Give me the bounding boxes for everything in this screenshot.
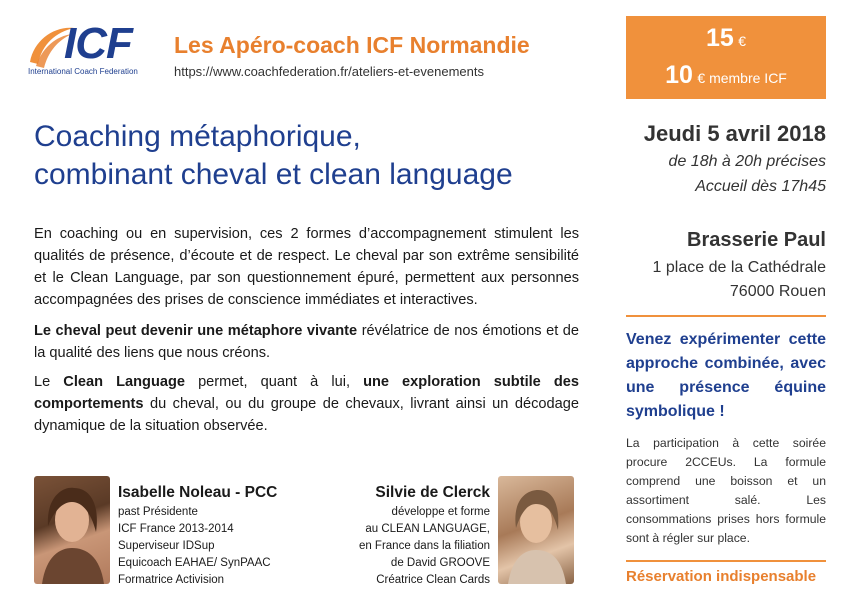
divider-bottom [626,560,826,562]
event-welcome: Accueil dès 17h45 [695,178,826,195]
venue-address-1: 1 place de la Cathédrale [652,259,826,276]
p3-bold-1: Clean Language [63,374,186,390]
member-price-amount: 10 [665,61,693,89]
speaker-2-name: Silvie de Clerck [375,484,490,501]
logo-text: ICF [64,19,132,68]
speaker-2-bio [300,504,490,589]
p3-a: Le [34,374,64,390]
standard-price-amount: 15 [705,24,734,52]
main-title-line1: Coaching métaphorique, [34,120,361,153]
speaker-1-portrait-icon [34,476,110,584]
speaker-1-name: Isabelle Noleau - PCC [118,484,278,501]
p3-bold-2: une exploration subtile des comportements [34,374,579,412]
standard-price-currency: € [738,33,747,49]
p2-rest: révélatrice de nos émotions et de la qualité des liens que nous créons. [34,323,580,361]
price-box [626,16,826,99]
body-paragraph-1: En coaching ou en supervision, ces 2 formes d’accompagnement stimulent les qualités de présence, d’écoute et de respect. Le cheval par son extrême sensibilité et le Clean Language, par son questionnement épuré, permettent aux personnes accompagnées des prises de conscience immédiates et interactives. [34,226,579,308]
logo-subtitle: International Coach Federation [28,67,138,76]
p3-c: permet, quant à lui, [185,374,364,390]
speaker-2-bio-line: de David GROOVE [390,557,490,569]
body-paragraph-3 [34,371,579,437]
event-date: Jeudi 5 avril 2018 [643,121,826,146]
member-price [626,61,826,90]
speaker-1-bio-line: Formatrice Activision [118,574,225,586]
p3-d: du cheval, ou du groupe de chevaux, livrant ainsi un décodage dynamique de la situation observée. [34,396,579,434]
participation-text: La participation à cette soirée procure 2CCEUs. La formule comprend une boisson et un assortiment salé. Les consommations prises hors formule sont à régler sur place. [626,436,826,545]
standard-price [626,24,826,53]
event-url-link[interactable]: https://www.coachfederation.fr/ateliers-et-evenements [174,64,484,79]
speaker-1-bio-line: Equicoach EAHAE/ SynPAAC [118,557,271,569]
speaker-2-bio-line: au CLEAN LANGUAGE, [365,523,490,535]
speaker-2-photo [498,476,574,584]
speaker-1-bio-line: ICF France 2013-2014 [118,523,234,535]
speaker-1-bio-line: past Présidente [118,506,198,518]
speaker-2-bio-line: Créatrice Clean Cards [376,574,490,586]
reservation-note: Réservation indispensable [626,568,817,585]
member-price-label: € membre ICF [697,70,787,86]
event-venue: Brasserie Paul [687,229,826,251]
invite-text: Venez expérimenter cette approche combinée, avec une présence équine symbolique ! [626,331,826,420]
divider-top [626,315,826,317]
body-paragraph-2 [34,320,579,364]
main-title-line2: combinant cheval et clean language [34,158,513,191]
speaker-1-photo [34,476,110,584]
main-title [34,118,604,194]
event-time: de 18h à 20h précises [668,153,826,170]
speaker-2-bio-line: en France dans la filiation [358,540,490,552]
speaker-2-bio-line: développe et forme [391,506,490,518]
event-series-title: Les Apéro-coach ICF Normandie [174,32,530,58]
speaker-1-bio-line: Superviseur IDSup [118,540,215,552]
p2-bold: Le cheval peut devenir une métaphore vivante [34,323,358,339]
venue-address-2: 76000 Rouen [729,283,826,300]
speaker-1-bio [118,504,271,589]
speaker-2-portrait-icon [498,476,574,584]
